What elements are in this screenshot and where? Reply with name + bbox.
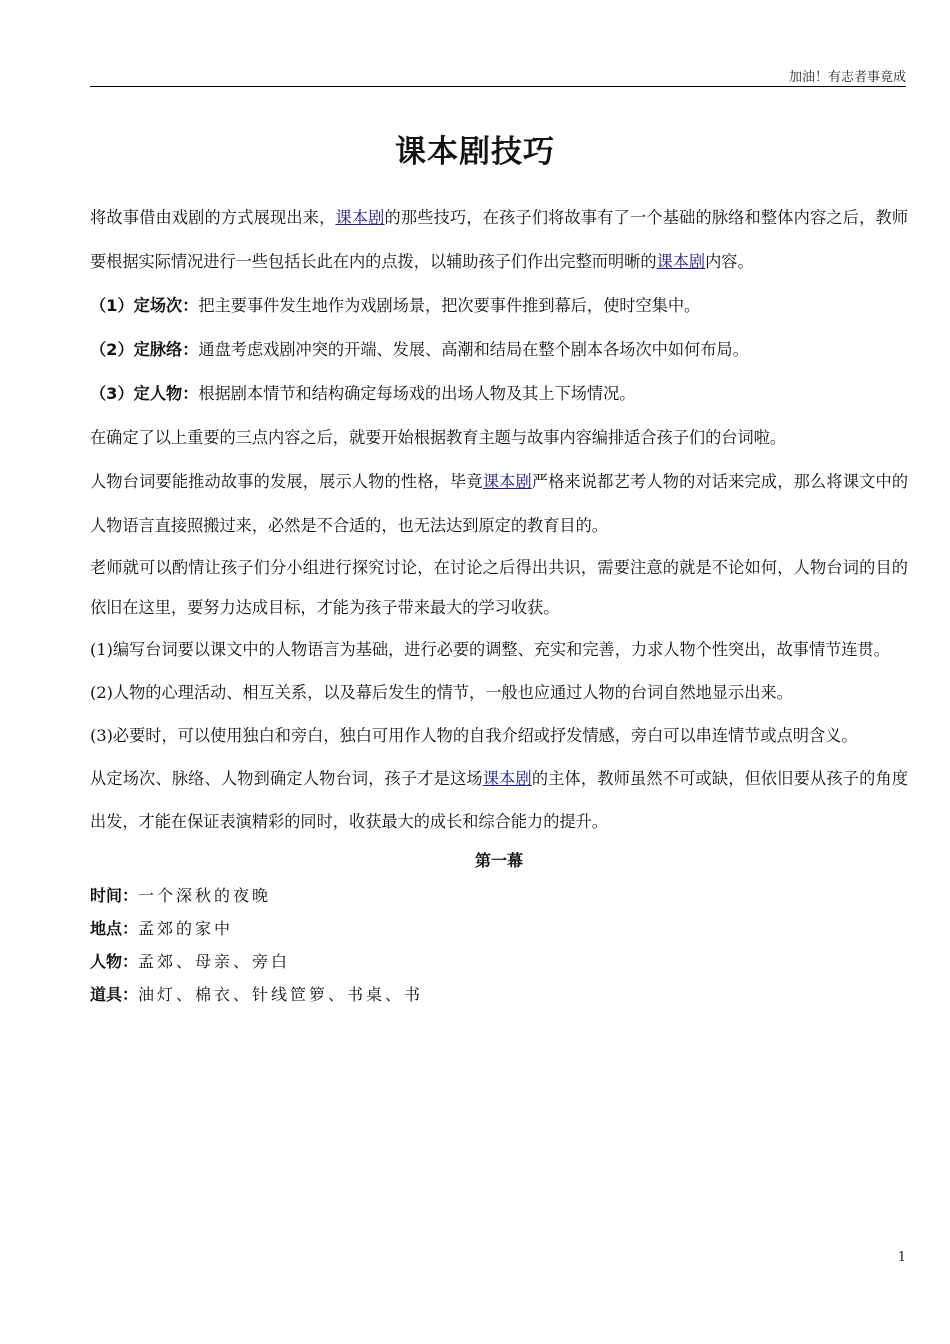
step-label: （2）定脉络： <box>90 340 199 359</box>
conclusion-paragraph <box>90 757 908 843</box>
intro-text-3: 内容。 <box>705 252 754 271</box>
scene-characters <box>90 945 908 978</box>
scene-title: 第一幕 <box>474 851 523 870</box>
page-number: 1 <box>897 1250 906 1265</box>
step-text: 根据剧本情节和结构确定每场戏的出场人物及其上下场情况。 <box>198 384 636 403</box>
keben-ju-link[interactable]: 课本剧 <box>482 472 532 491</box>
page-title: 课本剧技巧 <box>395 134 555 170</box>
conclusion-text-1: 从定场次、脉络、人物到确定人物台词，孩子才是这场 <box>90 769 483 788</box>
scene-time-value: 一个深秋的夜晚 <box>138 886 272 905</box>
para3-text-2: 严格来说都艺考人物的对话来完成，那么将课文中的人物语言直接照搬过来，必然是不合适的，也无法达到原定的教育目的。 <box>90 472 909 535</box>
keben-ju-link[interactable]: 课本剧 <box>335 208 385 227</box>
scene-place-value: 孟郊的家中 <box>138 919 234 938</box>
header-rule <box>90 86 906 87</box>
rule-item: (2)人物的心理活动、相互关系，以及幕后发生的情节，一般也应通过人物的台词自然地显示出来。 <box>90 683 793 702</box>
rule-item: (3)必要时，可以使用独白和旁白，独白可用作人物的自我介绍或抒发情感，旁白可以串连情节或点明含义。 <box>90 726 858 745</box>
scene-time <box>90 879 908 912</box>
para3-text-1: 人物台词要能推动故事的发展，展示人物的性格，毕竟 <box>90 472 483 491</box>
scene-place <box>90 912 908 945</box>
paragraph-dialogue-intro: 在确定了以上重要的三点内容之后，就要开始根据教育主题与故事内容编排适合孩子们的台词啦。 <box>90 428 787 447</box>
keben-ju-link[interactable]: 课本剧 <box>482 769 532 788</box>
scene-characters-label: 人物： <box>90 952 139 971</box>
step-item <box>90 284 908 328</box>
conclusion-text-2: 的主体，教师虽然不可或缺，但依旧要从孩子的角度出发，才能在保证表演精彩的同时，收获最大的成长和综合能力的提升。 <box>90 769 909 831</box>
intro-text-1: 将故事借由戏剧的方式展现出来， <box>90 208 336 227</box>
rule-item: (1)编写台词要以课文中的人物语言为基础，进行必要的调整、充实和完善，力求人物个性突出，故事情节连贯。 <box>90 640 890 659</box>
step-text: 通盘考虑戏剧冲突的开端、发展、高潮和结局在整个剧本各场次中如何布局。 <box>198 340 749 359</box>
step-item <box>90 372 908 416</box>
scene-props-label: 道具： <box>90 985 139 1004</box>
header-motto: 加油！有志者事竟成 <box>788 70 906 85</box>
scene-time-label: 时间： <box>90 886 139 905</box>
step-text: 把主要事件发生地作为戏剧场景，把次要事件推到幕后，使时空集中。 <box>198 296 701 315</box>
intro-paragraph <box>90 196 908 284</box>
paragraph-dialogue-purpose <box>90 460 908 548</box>
document-body <box>90 196 908 1011</box>
intro-text-2: 的那些技巧，在孩子们将故事有了一个基础的脉络和整体内容之后，教师要根据实际情况进行一些包括长此在内的点拨，以辅助孩子们作出完整而明晰的 <box>90 208 909 271</box>
paragraph-group-discussion: 老师就可以酌情让孩子们分小组进行探究讨论，在讨论之后得出共识，需要注意的就是不论如何，人物台词的目的依旧在这里，要努力达成目标，才能为孩子带来最大的学习收获。 <box>90 558 908 617</box>
scene-place-label: 地点： <box>90 919 139 938</box>
scene-props <box>90 978 908 1011</box>
step-item <box>90 328 908 372</box>
scene-props-value: 油灯、棉衣、针线笸箩、书桌、书 <box>138 985 424 1004</box>
step-label: （1）定场次： <box>90 296 199 315</box>
keben-ju-link[interactable]: 课本剧 <box>656 252 706 271</box>
step-label: （3）定人物： <box>90 384 199 403</box>
scene-characters-value: 孟郊、母亲、旁白 <box>138 952 291 971</box>
